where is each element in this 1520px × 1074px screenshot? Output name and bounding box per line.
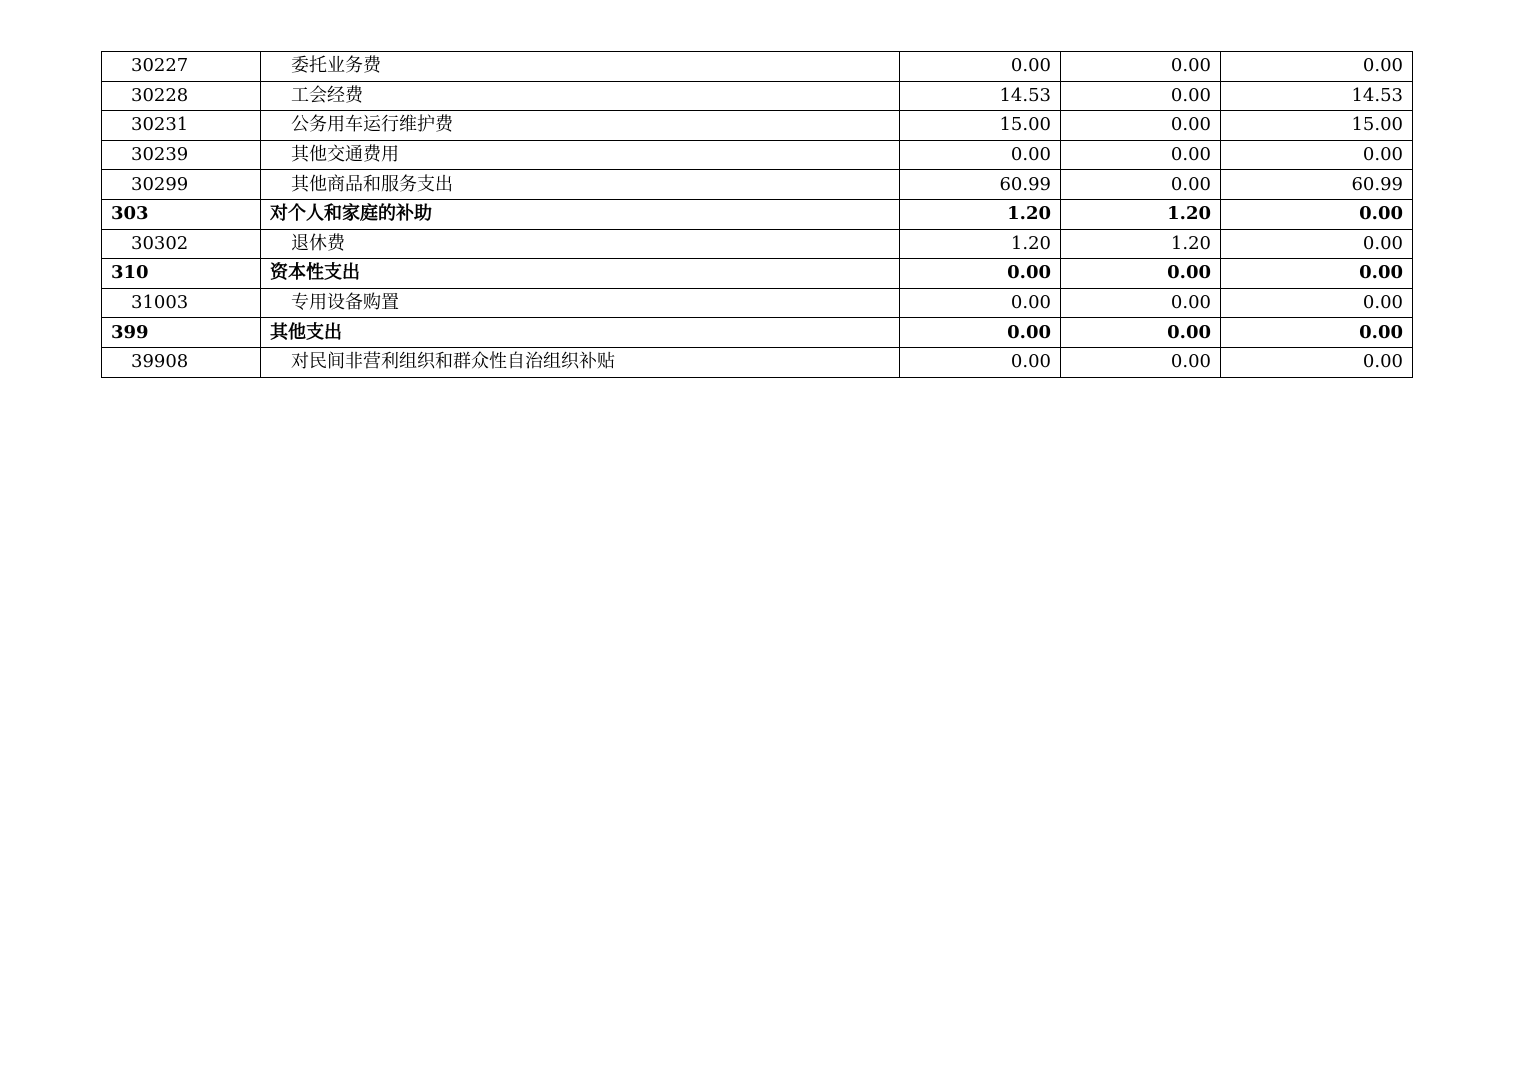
category-name-cell: 对个人和家庭的补助 — [261, 199, 900, 229]
table-row — [102, 81, 1413, 111]
category-code-cell: 399 — [102, 318, 261, 348]
category-name-cell: 其他支出 — [261, 318, 900, 348]
amount-basic-cell: 0.00 — [1061, 140, 1221, 170]
amount-public-cell: 0.00 — [1221, 52, 1413, 82]
category-name-cell: 资本性支出 — [261, 259, 900, 289]
category-code-cell: 310 — [102, 259, 261, 289]
economic-code-cell: 30302 — [102, 229, 261, 259]
amount-total-cell: 0.00 — [900, 140, 1061, 170]
amount-basic-cell: 0.00 — [1061, 111, 1221, 141]
amount-public-cell: 14.53 — [1221, 81, 1413, 111]
item-name-cell: 其他商品和服务支出 — [261, 170, 900, 200]
item-name-cell: 委托业务费 — [261, 52, 900, 82]
table-row — [102, 140, 1413, 170]
amount-basic-cell: 0.00 — [1061, 288, 1221, 318]
amount-public-cell: 0.00 — [1221, 288, 1413, 318]
economic-code-cell: 30227 — [102, 52, 261, 82]
amount-total-cell: 60.99 — [900, 170, 1061, 200]
amount-public-cell: 0.00 — [1221, 140, 1413, 170]
amount-total-cell: 0.00 — [900, 347, 1061, 377]
amount-basic-cell: 0.00 — [1061, 318, 1221, 348]
economic-code-cell: 30231 — [102, 111, 261, 141]
category-row — [102, 318, 1413, 348]
amount-basic-cell: 0.00 — [1061, 259, 1221, 289]
amount-basic-cell: 1.20 — [1061, 199, 1221, 229]
table-row — [102, 288, 1413, 318]
amount-total-cell: 0.00 — [900, 318, 1061, 348]
economic-code-cell: 31003 — [102, 288, 261, 318]
category-row — [102, 199, 1413, 229]
amount-public-cell: 0.00 — [1221, 259, 1413, 289]
amount-total-cell: 0.00 — [900, 259, 1061, 289]
table-row — [102, 170, 1413, 200]
item-name-cell: 其他交通费用 — [261, 140, 900, 170]
category-code-cell: 303 — [102, 199, 261, 229]
amount-total-cell: 0.00 — [900, 288, 1061, 318]
expenditure-table — [101, 51, 1413, 378]
item-name-cell: 退休费 — [261, 229, 900, 259]
category-row — [102, 259, 1413, 289]
economic-code-cell: 30239 — [102, 140, 261, 170]
amount-public-cell: 15.00 — [1221, 111, 1413, 141]
amount-public-cell: 0.00 — [1221, 318, 1413, 348]
item-name-cell: 公务用车运行维护费 — [261, 111, 900, 141]
amount-public-cell: 0.00 — [1221, 347, 1413, 377]
amount-basic-cell: 0.00 — [1061, 170, 1221, 200]
amount-basic-cell: 0.00 — [1061, 52, 1221, 82]
amount-basic-cell: 1.20 — [1061, 229, 1221, 259]
table-row — [102, 229, 1413, 259]
item-name-cell: 工会经费 — [261, 81, 900, 111]
amount-basic-cell: 0.00 — [1061, 347, 1221, 377]
amount-total-cell: 14.53 — [900, 81, 1061, 111]
economic-code-cell: 30299 — [102, 170, 261, 200]
amount-public-cell: 0.00 — [1221, 229, 1413, 259]
amount-public-cell: 0.00 — [1221, 199, 1413, 229]
amount-total-cell: 0.00 — [900, 52, 1061, 82]
economic-code-cell: 39908 — [102, 347, 261, 377]
item-name-cell: 专用设备购置 — [261, 288, 900, 318]
table-row — [102, 52, 1413, 82]
amount-total-cell: 1.20 — [900, 229, 1061, 259]
item-name-cell: 对民间非营利组织和群众性自治组织补贴 — [261, 347, 900, 377]
table-row — [102, 347, 1413, 377]
table-row — [102, 111, 1413, 141]
economic-code-cell: 30228 — [102, 81, 261, 111]
amount-basic-cell: 0.00 — [1061, 81, 1221, 111]
amount-total-cell: 1.20 — [900, 199, 1061, 229]
amount-total-cell: 15.00 — [900, 111, 1061, 141]
amount-public-cell: 60.99 — [1221, 170, 1413, 200]
